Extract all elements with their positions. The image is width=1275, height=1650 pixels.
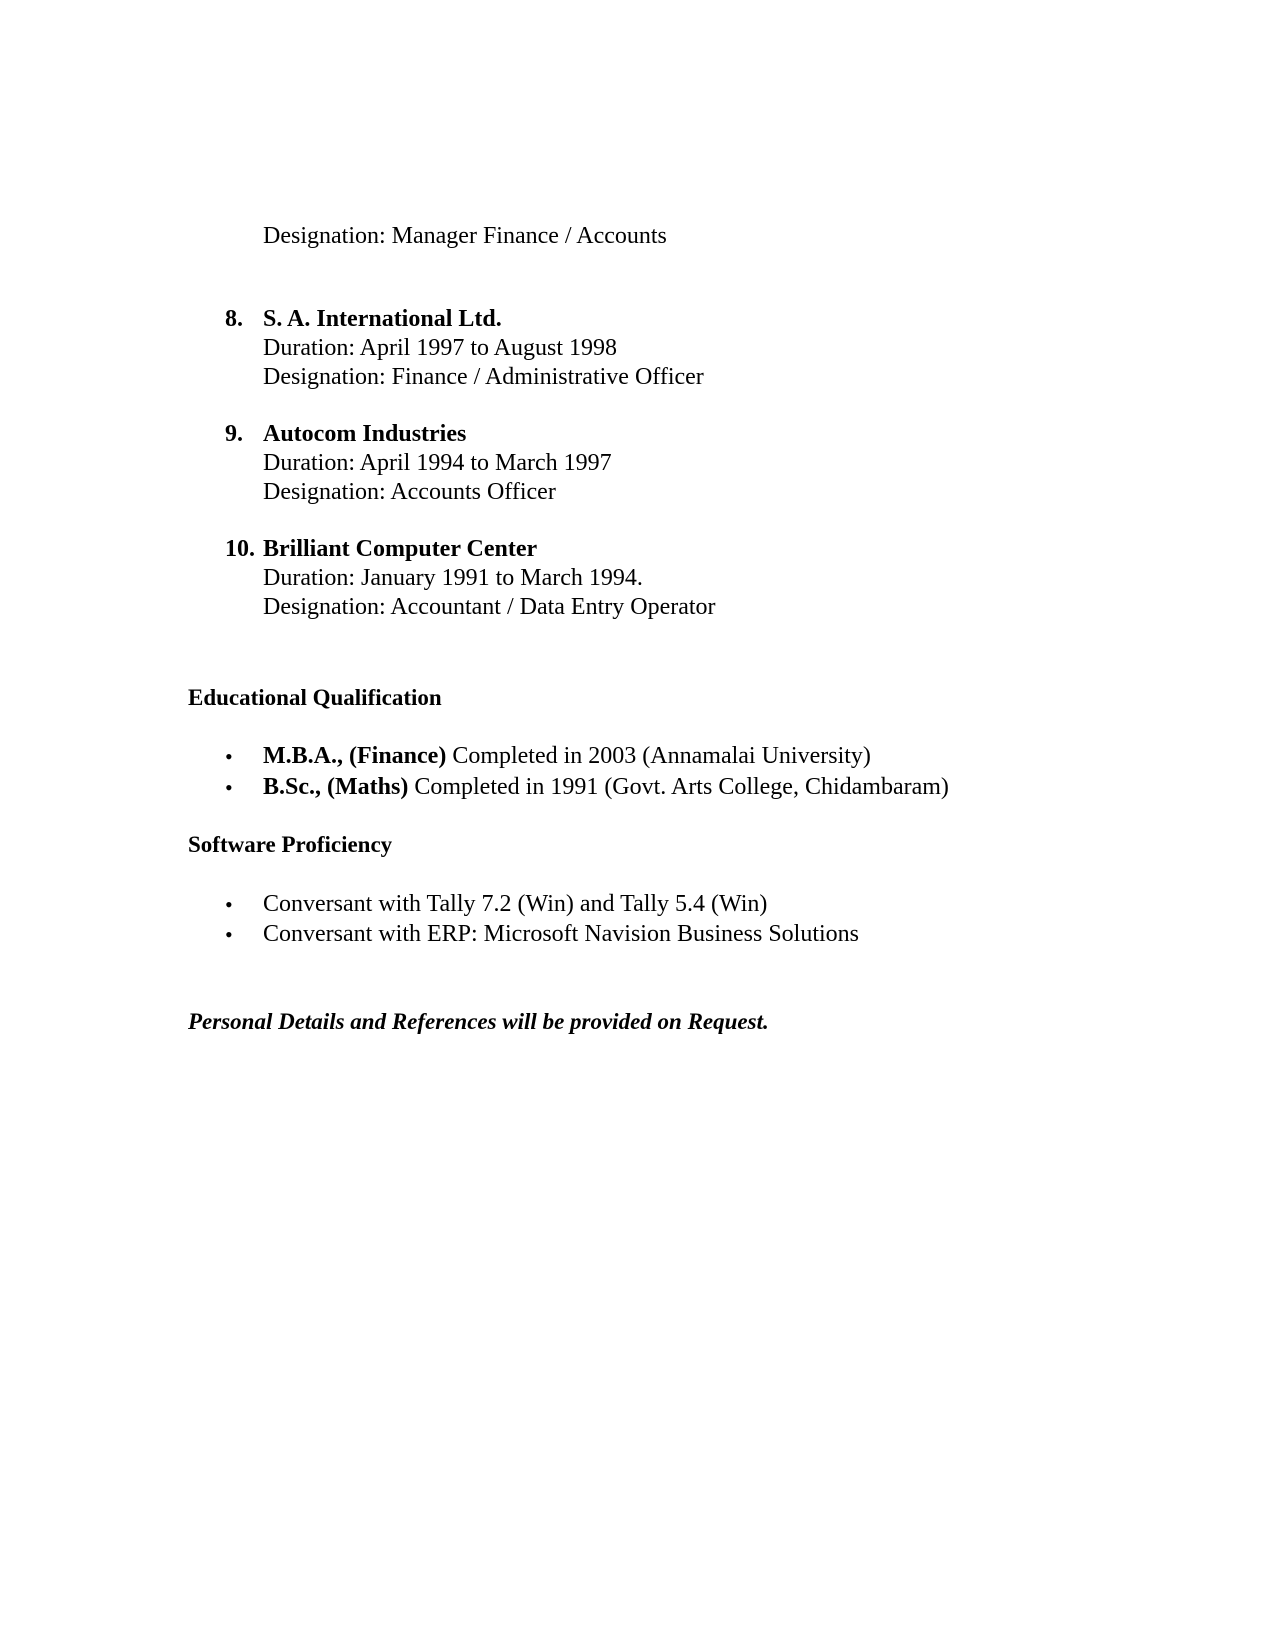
degree-name: M.B.A., (Finance): [263, 743, 447, 769]
experience-number: 10.: [225, 536, 255, 562]
experience-duration: Duration: April 1997 to August 1998: [263, 335, 617, 361]
experience-duration: Duration: April 1994 to March 1997: [263, 450, 612, 476]
company-name: Brilliant Computer Center: [263, 536, 538, 562]
education-item-text: [263, 742, 871, 771]
bullet-icon: •: [225, 892, 233, 917]
experience-number: 8.: [225, 306, 243, 332]
degree-name: B.Sc., (Maths): [263, 774, 409, 800]
closing-note: Personal Details and References will be provided on Request.: [188, 1009, 769, 1034]
software-item: Conversant with ERP: Microsoft Navision Business Solutions: [263, 921, 860, 947]
previous-designation: Designation: Manager Finance / Accounts: [263, 223, 667, 249]
degree-detail: Completed in 2003 (Annamalai University): [446, 743, 871, 769]
software-item: Conversant with Tally 7.2 (Win) and Tally 5.4 (Win): [263, 891, 768, 917]
education-item-text: [263, 773, 949, 802]
bullet-icon: •: [225, 922, 233, 947]
experience-designation: Designation: Accounts Officer: [263, 479, 556, 505]
experience-duration: Duration: January 1991 to March 1994.: [263, 565, 643, 591]
software-heading: Software Proficiency: [188, 832, 393, 857]
bullet-icon: •: [225, 775, 233, 800]
experience-designation: Designation: Finance / Administrative Officer: [263, 364, 704, 390]
experience-number: 9.: [225, 421, 243, 447]
bullet-icon: •: [225, 744, 233, 769]
company-name: S. A. International Ltd.: [263, 306, 502, 332]
company-name: Autocom Industries: [263, 421, 467, 447]
education-heading: Educational Qualification: [188, 685, 442, 710]
experience-designation: Designation: Accountant / Data Entry Operator: [263, 594, 716, 620]
degree-detail: Completed in 1991 (Govt. Arts College, Chidambaram): [408, 774, 949, 800]
